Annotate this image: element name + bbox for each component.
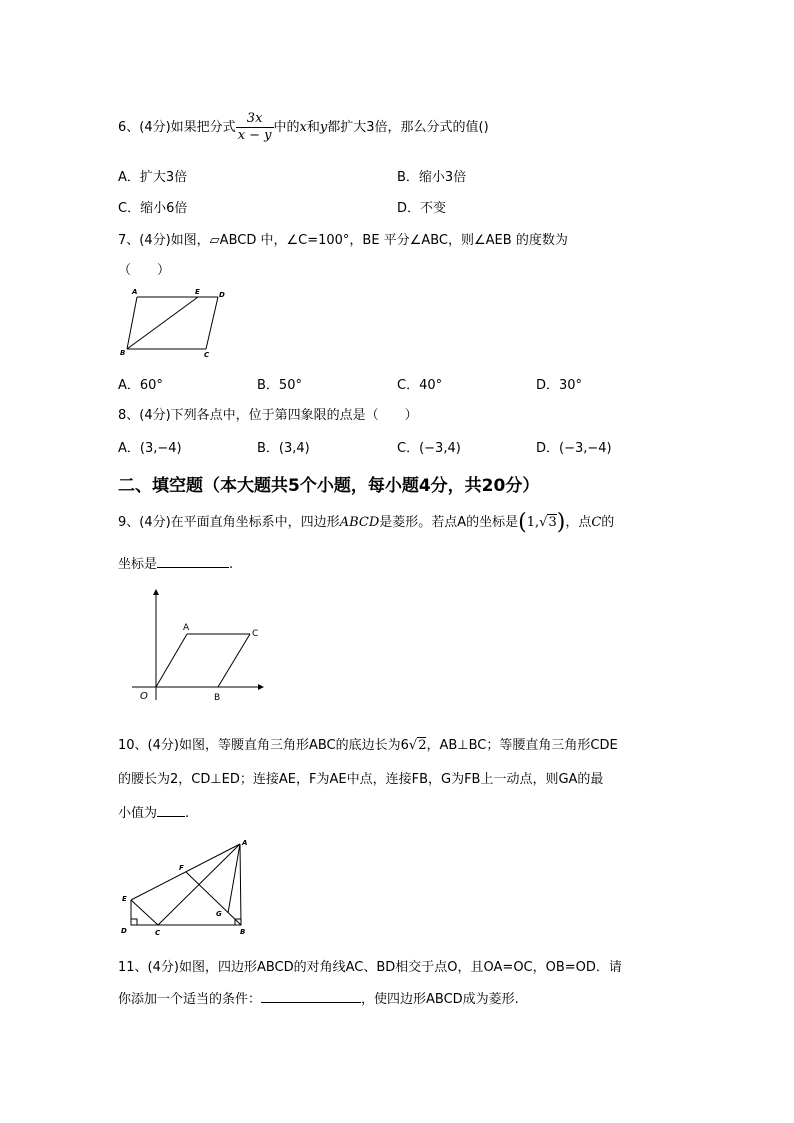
q9-text-d: 的 (601, 515, 615, 530)
q9-label-c: C (252, 629, 259, 639)
q11-text-a: 你添加一个适当的条件： (118, 992, 262, 1007)
q9-text-a: 9、(4分)在平面直角坐标系中，四边形 (118, 515, 340, 530)
q9-coord: 1,√3 (526, 515, 557, 530)
q7-option-d: D．30° (536, 378, 583, 393)
q9-line2-end: . (229, 557, 234, 572)
q10-sqrt: √2 (408, 738, 427, 753)
q9-coord-root: 3 (548, 515, 557, 530)
q10-line2: 的腰长为2，CD⊥ED；连接AE，F为AE中点，连接FB，G为FB上一动点，则GA的最 (118, 772, 604, 787)
q7-answer-paren: （ ） (118, 263, 171, 278)
q7-option-b: B．50° (257, 378, 302, 393)
q10-label-b: B (240, 928, 246, 936)
q6-suffix: 都扩大3倍，那么分式的值() (327, 120, 489, 135)
q10-line3-text: 小值为 (118, 806, 158, 821)
q6-frac-numerator: 3x (246, 111, 263, 126)
q10-text-b: ，AB⊥BC；等腰直角三角形CDE (426, 738, 618, 753)
q10-label-d: D (121, 927, 127, 935)
q6-fraction (236, 111, 274, 144)
q11-text-b: ，使四边形ABCD成为菱形. (361, 992, 519, 1007)
q10-label-a: A (242, 839, 248, 847)
q10-seg-ea (131, 844, 240, 900)
q9-line1 (118, 508, 614, 538)
q10-label-c: C (155, 929, 161, 937)
q6-prefix: 6、(4分)如果把分式 (118, 120, 236, 135)
q9-label-a: A (183, 623, 190, 633)
q6-mid2: 和 (306, 120, 320, 135)
q9-label-o: O (140, 691, 148, 702)
q7-stem: 7、(4分)如图，▱ABCD 中，∠C=100°，BE 平分∠ABC，则∠AEB 的度数为 (118, 233, 568, 248)
q6-mid1: 中的 (273, 120, 300, 135)
q10-line3 (118, 802, 189, 821)
q9-point-c: C (591, 515, 602, 530)
q7-label-b: B (120, 349, 126, 357)
q10-label-f: F (179, 864, 184, 872)
q9-coord-open: ( (518, 510, 527, 535)
q7-side-dc (206, 297, 218, 349)
q10-line3-end: . (185, 806, 190, 821)
q10-right-angle-d (131, 919, 137, 925)
q6-option-c: C．缩小6倍 (118, 201, 188, 216)
section-2-title: 二、填空题（本大题共5个小题，每小题4分，共20分） (118, 476, 540, 496)
q7-option-a: A．60° (118, 378, 163, 393)
q8-option-c: C．(−3,4) (397, 441, 461, 456)
q9-coord-close: ) (556, 510, 566, 535)
q6-stem (118, 110, 489, 146)
q11-line2 (118, 988, 519, 1007)
q10-seg-ab (240, 844, 241, 925)
q9-abcd: ABCD (339, 515, 380, 530)
q7-segment-be (127, 297, 198, 349)
q10-answer-blank[interactable] (157, 804, 185, 817)
q6-option-d: D．不变 (397, 201, 447, 216)
q9-text-b: 是菱形。若点A的坐标是 (379, 515, 519, 530)
q6-option-b: B．缩小3倍 (397, 170, 467, 185)
q7-option-c: C．40° (397, 378, 443, 393)
q6-var-x: x (299, 120, 307, 135)
q10-seg-ec (131, 900, 158, 925)
q6-option-a: A．扩大3倍 (118, 170, 188, 185)
q11-line1: 11、(4分)如图，四边形ABCD的对角线AC、BD相交于点O，且OA=OC，OB=OD．请 (118, 960, 622, 975)
q10-line1 (118, 734, 618, 753)
q7-parallelogram-figure (115, 285, 235, 360)
q8-option-b: B．(3,4) (257, 441, 310, 456)
q11-answer-blank[interactable] (261, 990, 361, 1003)
q8-option-d: D．(−3,−4) (536, 441, 612, 456)
q10-root: 2 (418, 738, 427, 753)
q10-text-a: 10、(4分)如图，等腰直角三角形ABC的底边长为6 (118, 738, 409, 753)
q10-label-e: E (122, 895, 127, 903)
q9-line2-text: 坐标是 (118, 557, 158, 572)
q8-stem: 8、(4分)下列各点中，位于第四象限的点是（ ） (118, 408, 418, 423)
q9-coordinate-figure (130, 585, 270, 705)
q9-answer-blank[interactable] (157, 555, 229, 568)
q7-label-a: A (132, 288, 138, 296)
q10-seg-fb (186, 872, 241, 925)
q6-var-y: y (319, 120, 328, 135)
q9-coord-x: 1, (526, 515, 540, 530)
q10-triangle-figure (113, 835, 255, 940)
q10-label-g: G (216, 910, 222, 918)
q9-label-b: B (214, 693, 221, 703)
q8-option-a: A．(3,−4) (118, 441, 182, 456)
q9-text-c: ，点 (565, 515, 592, 530)
q6-frac-denominator: x − y (237, 128, 272, 143)
q7-side-ab (127, 297, 137, 349)
q7-label-c: C (204, 351, 210, 359)
q7-label-d: D (219, 291, 225, 299)
q9-line2 (118, 553, 233, 572)
q9-side-oa (156, 634, 187, 687)
q9-side-cb (218, 634, 250, 687)
q7-label-e: E (195, 288, 200, 296)
